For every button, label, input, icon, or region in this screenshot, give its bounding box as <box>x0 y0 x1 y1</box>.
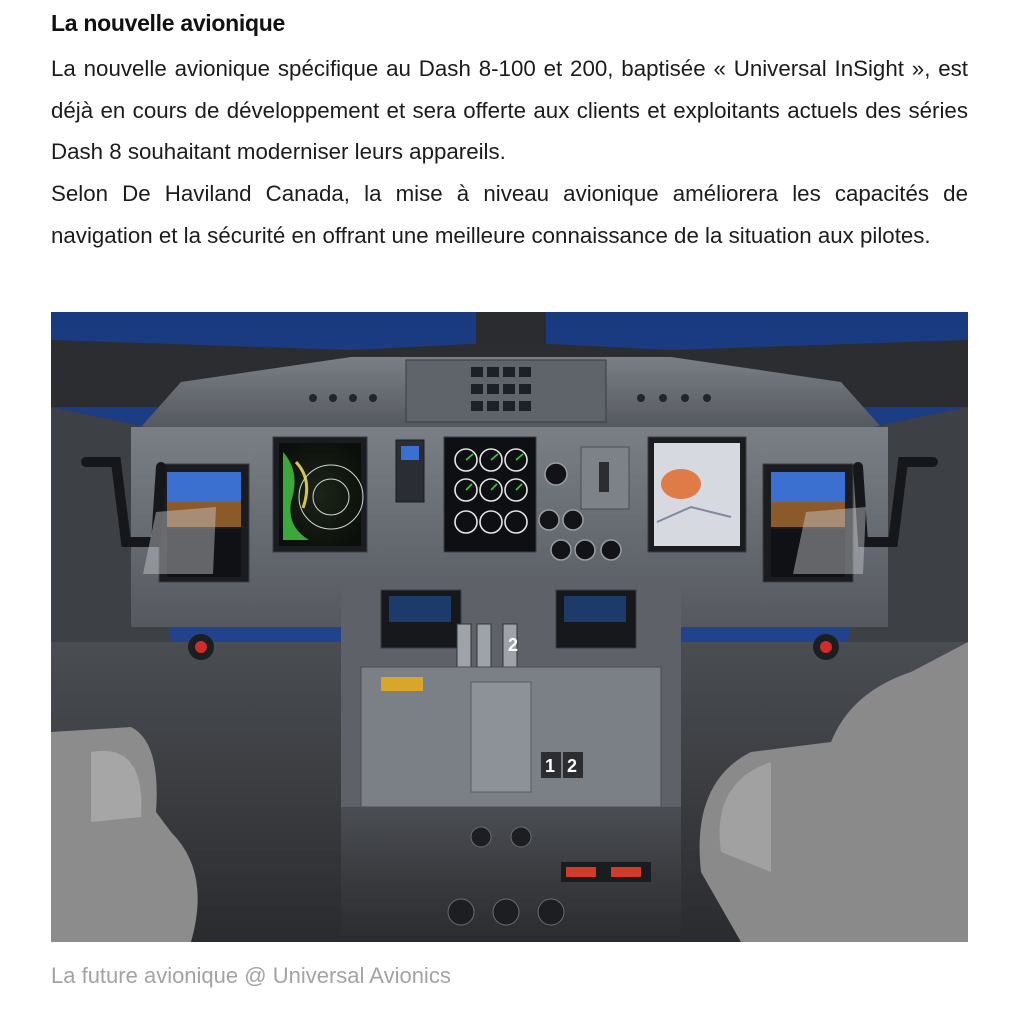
cockpit-photo <box>51 312 968 942</box>
weather-cell <box>661 469 701 499</box>
throttle-label: 2 <box>508 635 519 655</box>
cockpit-illustration <box>51 312 968 942</box>
paragraph: La nouvelle avionique spécifique au Dash 8-100 et 200, baptisée « Universal InSight », est déjà en cours de développement et sera offerte aux clients et exploitants actuels des séries Dash 8 souhaitant moderniser leurs appareils. <box>51 56 968 165</box>
paragraph: Selon De Haviland Canada, la mise à niveau avionique améliorera les capacités de navigation et la sécurité en offrant une meilleure connaissance de la situation aux pilotes. <box>51 181 968 248</box>
article-body <box>51 48 968 257</box>
article-title: La nouvelle avionique <box>51 10 285 36</box>
throttle-label: 2 <box>567 756 578 776</box>
throttle-label: 1 <box>545 756 556 776</box>
figure-caption: La future avionique @ Universal Avionics <box>51 963 451 988</box>
